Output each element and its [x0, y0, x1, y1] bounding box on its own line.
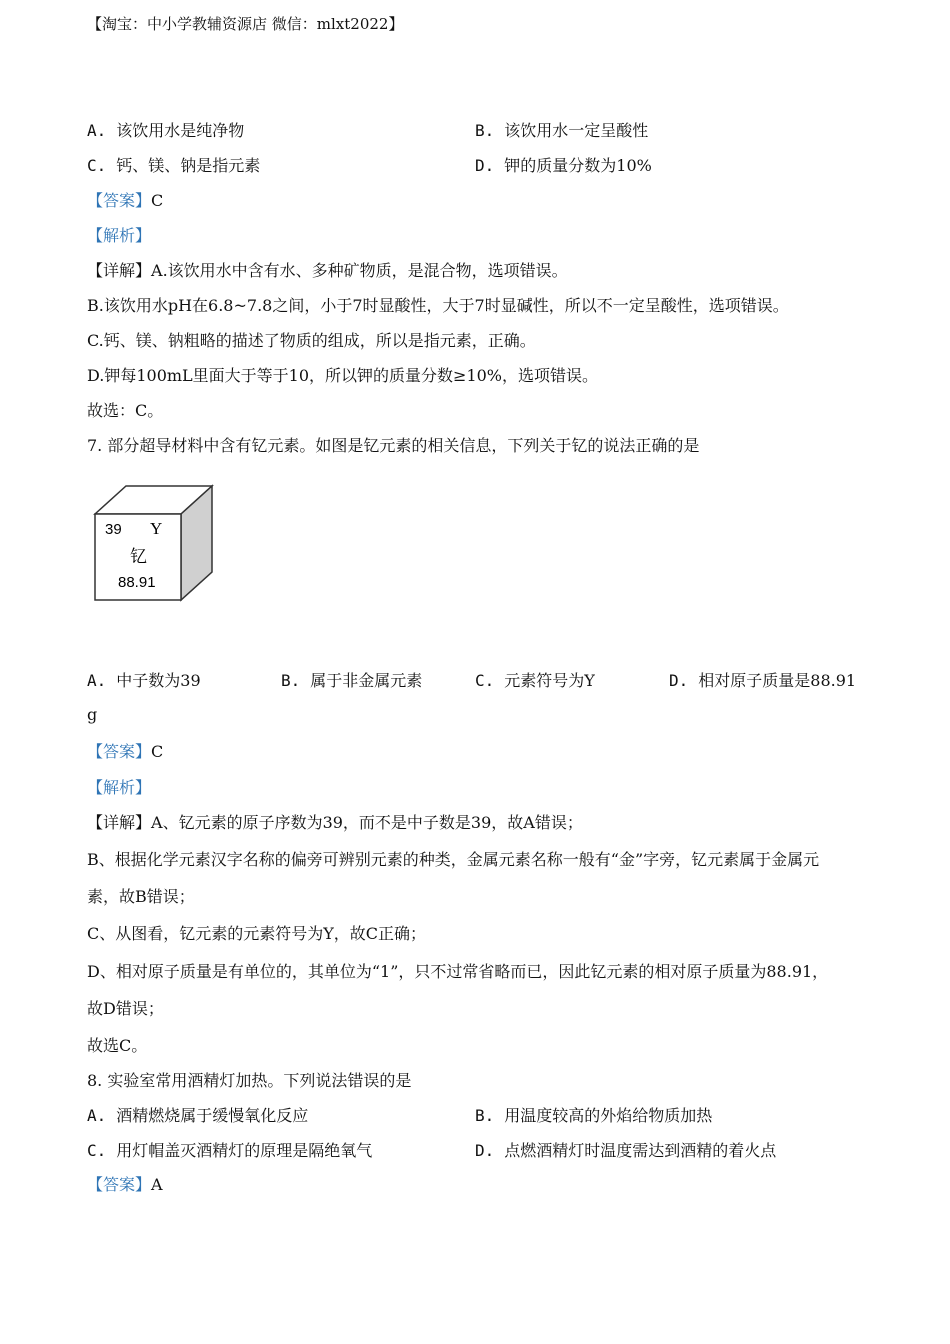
q8-option-b: B. 用温度较高的外焰给物质加热 [475, 1106, 713, 1125]
q7-option-c: C. 元素符号为Y [475, 671, 595, 690]
q6-conclusion: 故选：C。 [87, 401, 164, 420]
q7-option-a: A. 中子数为39 [87, 671, 201, 690]
q7-conclusion: 故选C。 [87, 1036, 148, 1055]
q6-option-c: C. 钙、镁、钠是指元素 [87, 156, 261, 175]
q7-detail-line-1: 【详解】A、钇元素的原子序数为39，而不是中子数是39，故A错误； [87, 813, 583, 832]
q7-detail-line-5: D、相对原子质量是有单位的，其单位为“1”，只不过常省略而已，因此钇元素的相对原子质量为88.91， [87, 962, 829, 981]
q7-detail-line-4: C、从图看，钇元素的元素符号为Y，故C正确； [87, 924, 427, 943]
yttrium-element-cube [90, 482, 220, 607]
q8-option-a: A. 酒精燃烧属于缓慢氧化反应 [87, 1106, 309, 1125]
q7-analysis-tag: 【解析】 [87, 778, 152, 797]
page-header: 【淘宝：中小学教辅资源店 微信：mlxt2022】 [87, 15, 404, 33]
q6-detail-line-2: B.该饮用水pH在6.8~7.8之间，小于7时显酸性，大于7时显碱性，所以不一定呈酸性，选项错误。 [87, 296, 789, 315]
q7-answer: 【答案】C [87, 742, 164, 761]
q8-option-c: C. 用灯帽盖灭酒精灯的原理是隔绝氧气 [87, 1141, 373, 1160]
q6-option-d: D. 钾的质量分数为10% [475, 156, 652, 175]
q8-option-d: D. 点燃酒精灯时温度需达到酒精的着火点 [475, 1141, 777, 1160]
q6-detail-line-4: D.钾每100mL里面大于等于10，所以钾的质量分数≥10%，选项错误。 [87, 366, 599, 385]
q6-option-a: A. 该饮用水是纯净物 [87, 121, 245, 140]
cube-atomic-mass: 88.91 [118, 574, 156, 591]
cube-symbol: Y [150, 519, 163, 538]
q7-detail-line-2: B、根据化学元素汉字名称的偏旁可辨别元素的种类，金属元素名称一般有“金”字旁，钇元素属于金属元 [87, 850, 820, 869]
q8-answer: 【答案】A [87, 1175, 163, 1194]
q7-option-d: D. 相对原子质量是88.91 [669, 671, 857, 690]
q6-analysis-tag: 【解析】 [87, 226, 152, 245]
q6-option-b: B. 该饮用水一定呈酸性 [475, 121, 649, 140]
q6-answer: 【答案】C [87, 191, 164, 210]
q8-stem: 8. 实验室常用酒精灯加热。下列说法错误的是 [87, 1071, 412, 1090]
q7-option-d-unit: g [87, 705, 98, 724]
q6-detail-line-3: C.钙、镁、钠粗略的描述了物质的组成，所以是指元素，正确。 [87, 331, 536, 350]
q7-stem: 7. 部分超导材料中含有钇元素。如图是钇元素的相关信息，下列关于钇的说法正确的是 [87, 436, 700, 455]
cube-element-name: 钇 [130, 547, 147, 567]
q7-option-b: B. 属于非金属元素 [281, 671, 423, 690]
q7-detail-line-3: 素，故B错误； [87, 887, 195, 906]
q6-detail-line-1: 【详解】A.该饮用水中含有水、多种矿物质，是混合物，选项错误。 [87, 261, 568, 280]
q7-detail-line-6: 故D错误； [87, 999, 164, 1018]
cube-atomic-number: 39 [105, 521, 122, 538]
